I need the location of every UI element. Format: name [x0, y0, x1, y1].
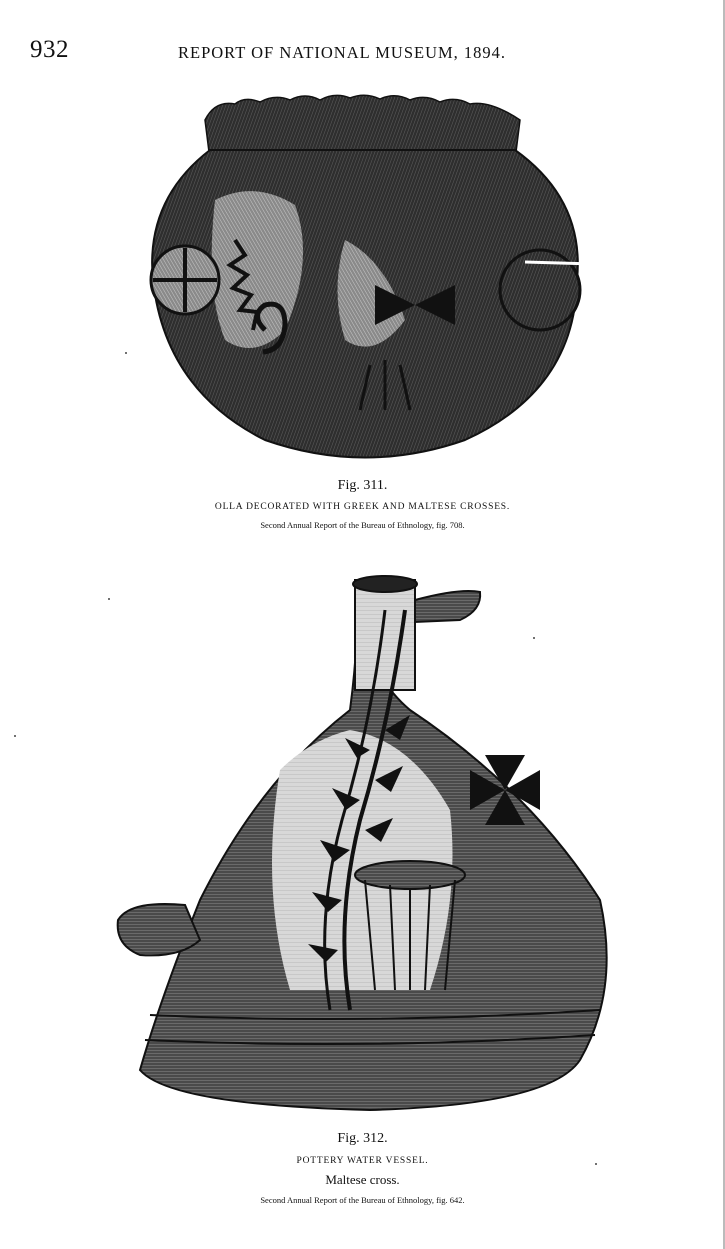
figure-label: Fig. 311. — [337, 478, 388, 493]
speck — [125, 352, 127, 354]
figure-label: Fig. 312. — [337, 1131, 388, 1146]
speck — [108, 598, 110, 600]
water-vessel-illustration — [110, 570, 615, 1125]
running-title: REPORT OF NATIONAL MUSEUM, 1894. — [178, 43, 507, 62]
figure-credit: Second Annual Report of the Bureau of Ethnology, fig. 642. — [260, 1195, 465, 1205]
speck — [595, 1163, 597, 1165]
figure-subtitle: Maltese cross. — [325, 1172, 400, 1187]
figure-title: POTTERY WATER VESSEL. — [296, 1156, 429, 1166]
page-number: 932 — [30, 36, 69, 63]
speck — [14, 735, 16, 737]
olla-illustration — [145, 90, 585, 470]
figure-title: OLLA DECORATED WITH GREEK AND MALTESE CROSSES. — [214, 502, 511, 512]
speck — [533, 637, 535, 639]
figure-credit: Second Annual Report of the Bureau of Ethnology, fig. 708. — [260, 520, 465, 530]
